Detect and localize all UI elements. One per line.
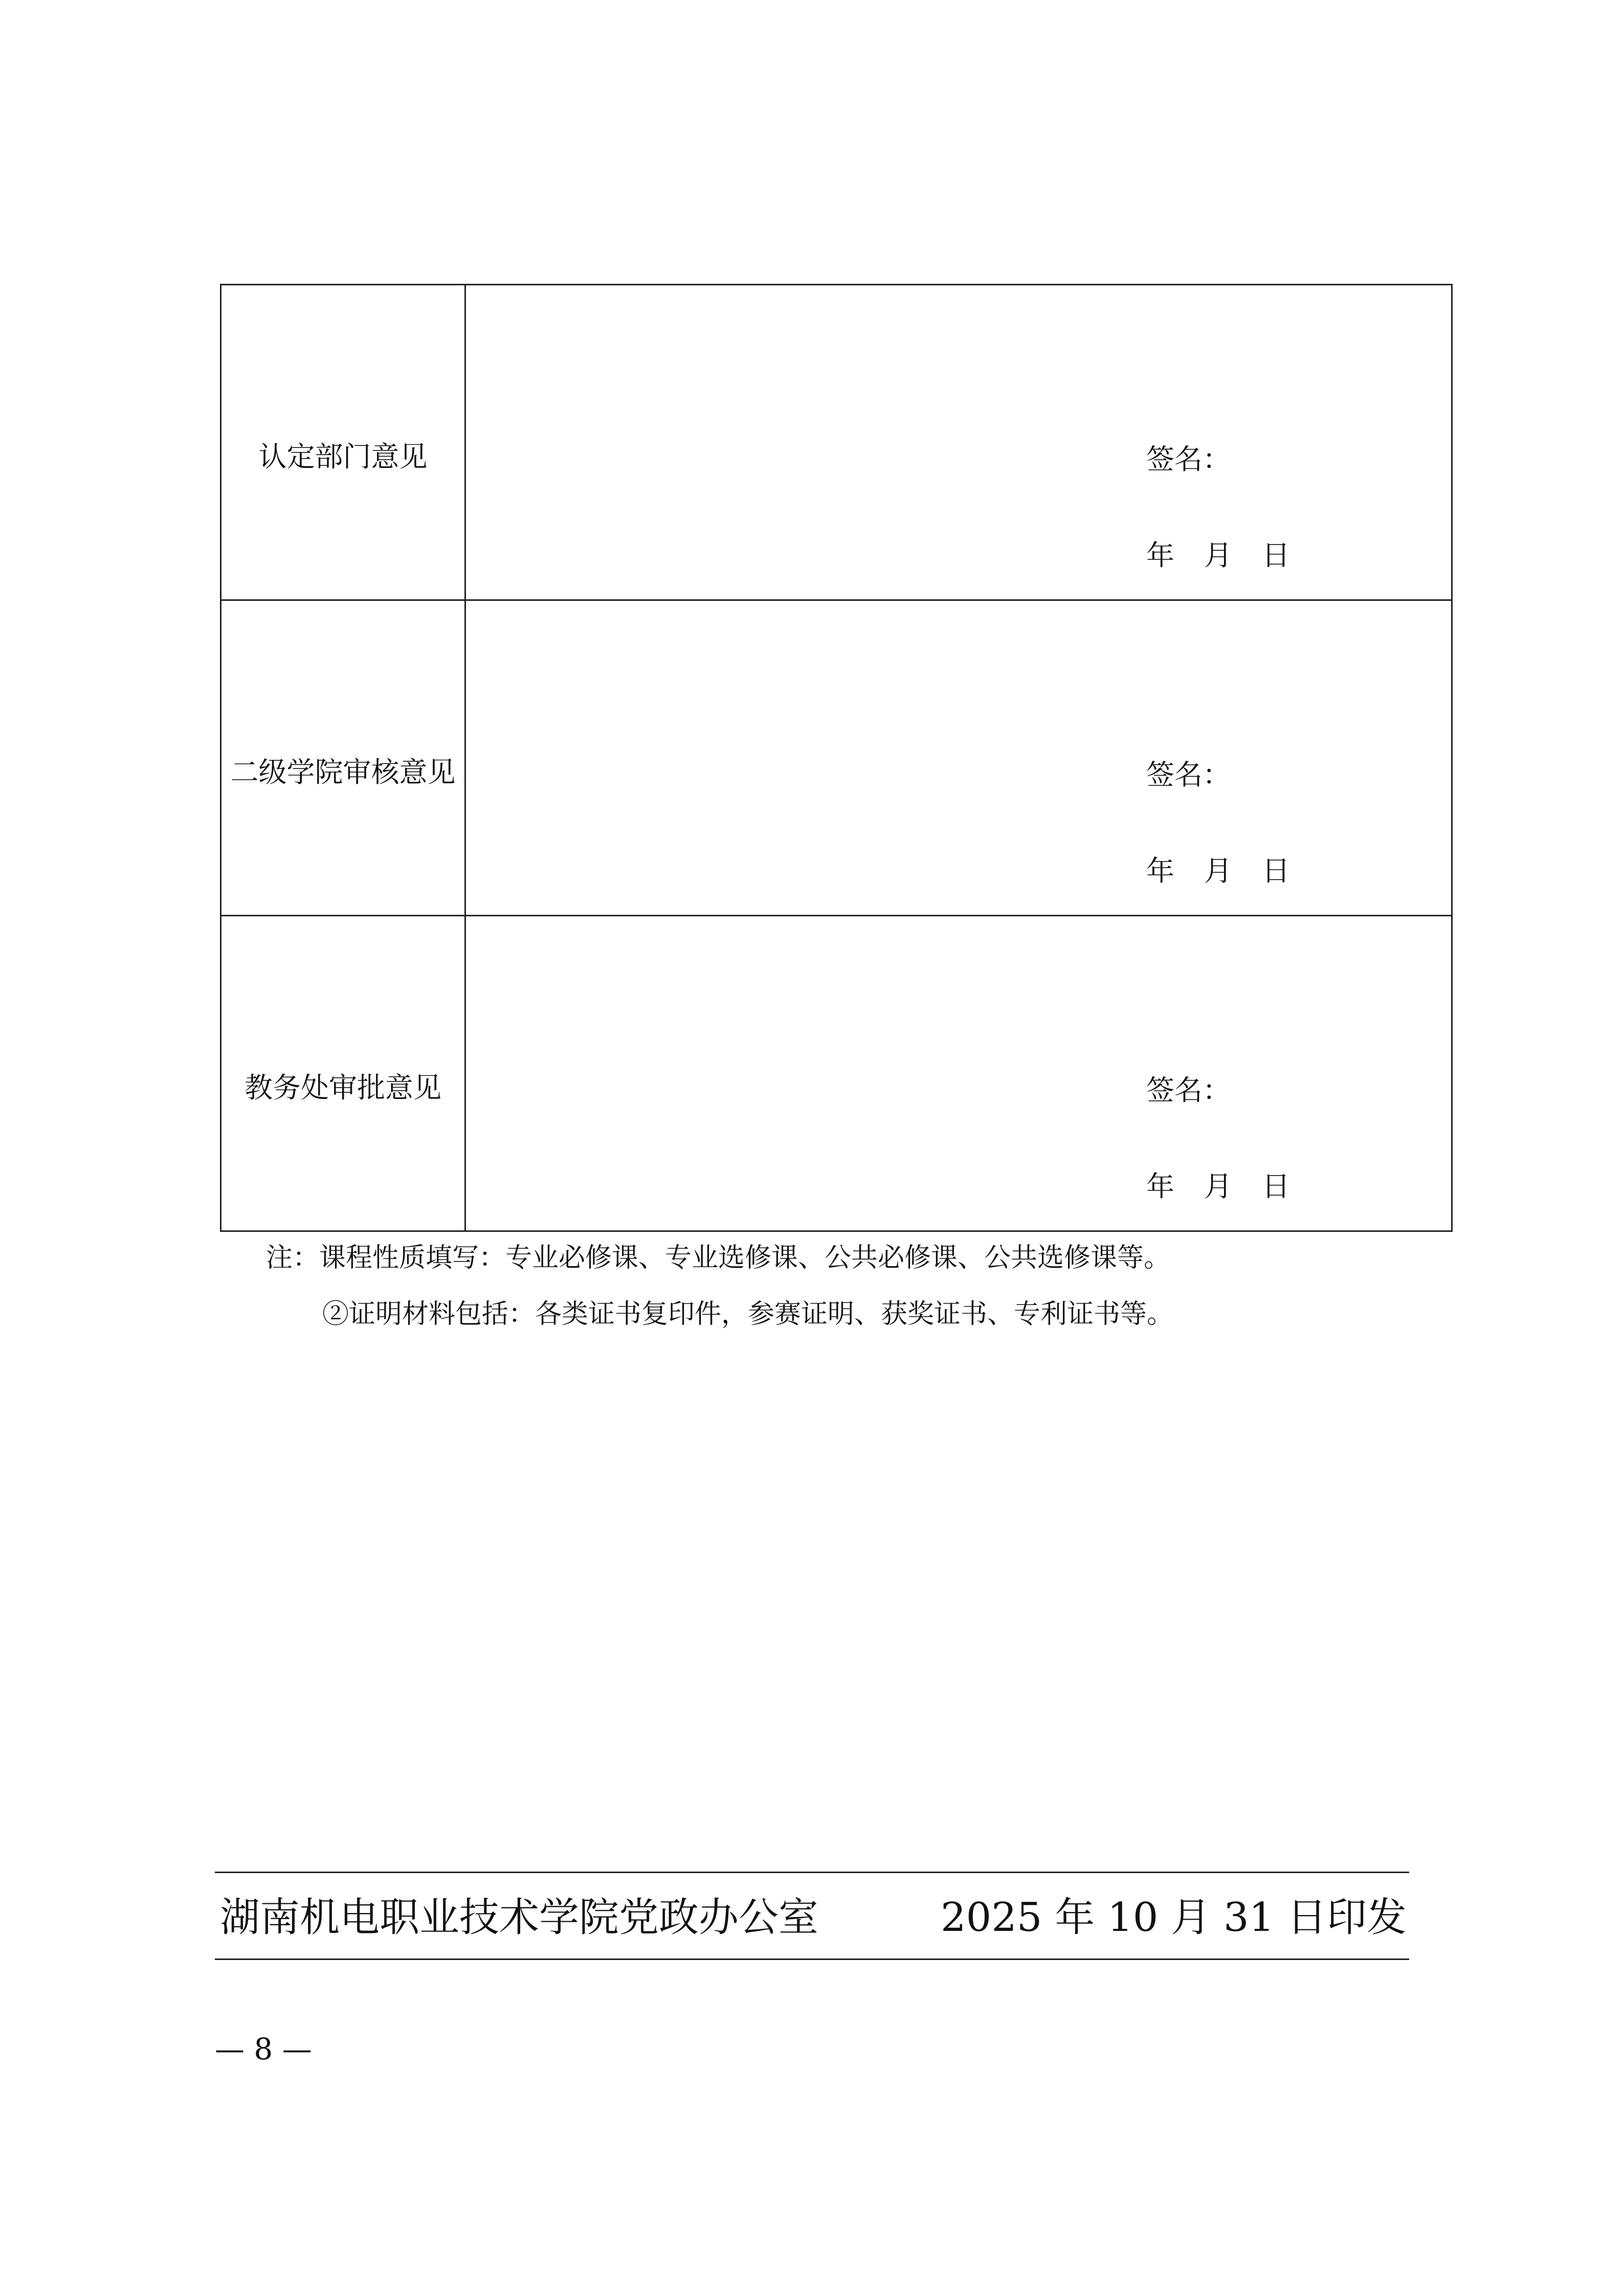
date-day: 日 xyxy=(1262,854,1291,887)
date-month: 月 xyxy=(1204,539,1233,572)
date-line xyxy=(1146,540,1290,571)
row-label: 认定部门意见 xyxy=(258,440,428,473)
date-line xyxy=(1146,1171,1290,1202)
signature-label: 签名： xyxy=(1146,443,1231,476)
row-label: 教务处审批意见 xyxy=(244,1071,441,1104)
footer-top-rule xyxy=(215,1872,1409,1873)
date-year: 年 xyxy=(1146,1170,1175,1203)
signature-label: 签名： xyxy=(1146,758,1231,791)
table-row-department-opinion xyxy=(221,285,1452,600)
issue-date: 2025 年 10 月 31 日印发 xyxy=(941,1895,1407,1941)
date-day: 日 xyxy=(1262,539,1291,572)
row-label: 二级学院审核意见 xyxy=(230,756,456,789)
date-line xyxy=(1146,856,1290,886)
page-number: — 8 — xyxy=(215,2032,312,2066)
opinion-table xyxy=(220,284,1453,1232)
date-month: 月 xyxy=(1204,854,1233,887)
footer-bottom-rule xyxy=(215,1959,1409,1960)
date-month: 月 xyxy=(1204,1170,1233,1203)
issuer-name: 湖南机电职业技术学院党政办公室 xyxy=(220,1895,819,1941)
signature-label: 签名： xyxy=(1146,1074,1231,1107)
date-year: 年 xyxy=(1146,854,1175,887)
note-course-nature: 注：课程性质填写：专业必修课、专业选修课、公共必修课、公共选修课等。 xyxy=(266,1243,1171,1273)
opinion-field[interactable] xyxy=(465,916,1452,1231)
table-row-academic-affairs-approval xyxy=(221,916,1452,1231)
row-label-cell xyxy=(221,285,465,600)
date-year: 年 xyxy=(1146,539,1175,572)
table-row-college-review xyxy=(221,600,1452,916)
note-proof-materials: ②证明材料包括：各类证书复印件，参赛证明、获奖证书、专利证书等。 xyxy=(322,1299,1174,1330)
opinion-field[interactable] xyxy=(465,285,1452,600)
row-label-cell xyxy=(221,600,465,916)
date-day: 日 xyxy=(1262,1170,1291,1203)
opinion-field[interactable] xyxy=(465,600,1452,916)
row-label-cell xyxy=(221,916,465,1231)
